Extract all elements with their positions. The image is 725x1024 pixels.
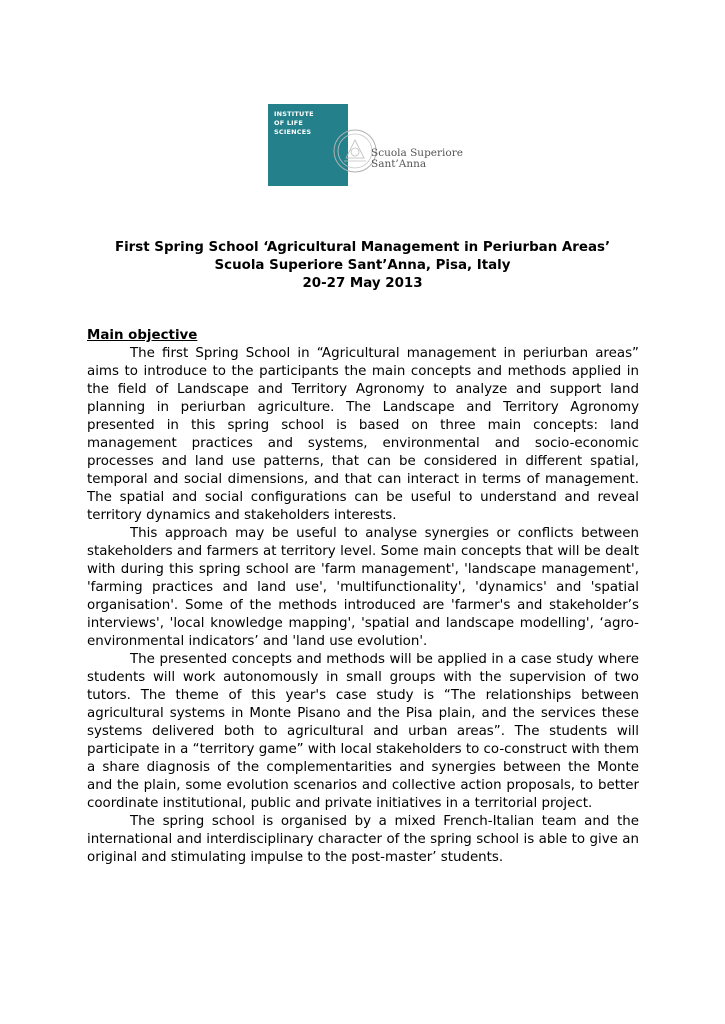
paragraph: This approach may be useful to analyse synergies or conflicts between stakeholders and farmers at territory level. Some main concepts that will be dealt with during this spring school are 'farm management', 'landscape management', 'farming practices and land use', 'multifunctionality', 'dynamics' and 'spatial organisation'. Some of the methods introduced are 'farmer's and stakeholder’s interviews', 'local knowledge mapping', 'spatial and landscape modelling', ‘agro-environmental indicators’ and 'land use evolution'.: [87, 526, 639, 649]
institution-logo: [268, 104, 463, 186]
body-text: [87, 345, 639, 867]
title-line-course: First Spring School ‘Agricultural Management in Periurban Areas’: [114, 240, 611, 255]
paragraph: The first Spring School in “Agricultural management in periurban areas” aims to introduce to the participants the main concepts and methods applied in the field of Landscape and Territory Agronomy to analyze and support land planning in periurban agriculture. The Landscape and Territory Agronomy presented in this spring school is based on three main concepts: land management practices and systems, environmental and socio-economic processes and land use patterns, that can be considered in different spatial, temporal and social dimensions, and that can interact in terms of management. The spatial and social configurations can be useful to understand and reveal territory dynamics and stakeholders interests.: [87, 346, 639, 523]
section-heading-main-objective: Main objective: [87, 328, 198, 343]
school-name-line-2: Sant’Anna: [371, 158, 427, 170]
title-line-dates: 20-27 May 2013: [302, 276, 423, 291]
document-title: [0, 239, 725, 293]
title-line-venue: Scuola Superiore Sant’Anna, Pisa, Italy: [214, 258, 511, 273]
paragraph: The presented concepts and methods will be applied in a case study where students will work autonomously in small groups with the supervision of two tutors. The theme of this year's case study is “The relationships between agricultural systems in Monte Pisano and the Pisa plain, and the services these systems delivered both to agricultural and urban areas”. The students will participate in a “territory game” with local stakeholders to co-construct with them a share diagnosis of the complementarities and synergies between the Monte and the plain, some evolution scenarios and collective action proposals, to better coordinate institutional, public and private initiatives in a territorial project.: [87, 652, 639, 811]
institute-logo-text: [274, 110, 314, 137]
paragraph: The spring school is organised by a mixed French-Italian team and the international and interdisciplinary character of the spring school is able to give an original and stimulating impulse to the post-master’ students.: [87, 814, 639, 865]
institute-line-3: SCIENCES: [274, 128, 312, 136]
school-name-logo: [371, 148, 463, 170]
school-name-line-1: Scuola Superiore: [371, 147, 463, 159]
institute-line-1: INSTITUTE: [274, 110, 314, 118]
institute-line-2: OF LIFE: [274, 119, 304, 127]
